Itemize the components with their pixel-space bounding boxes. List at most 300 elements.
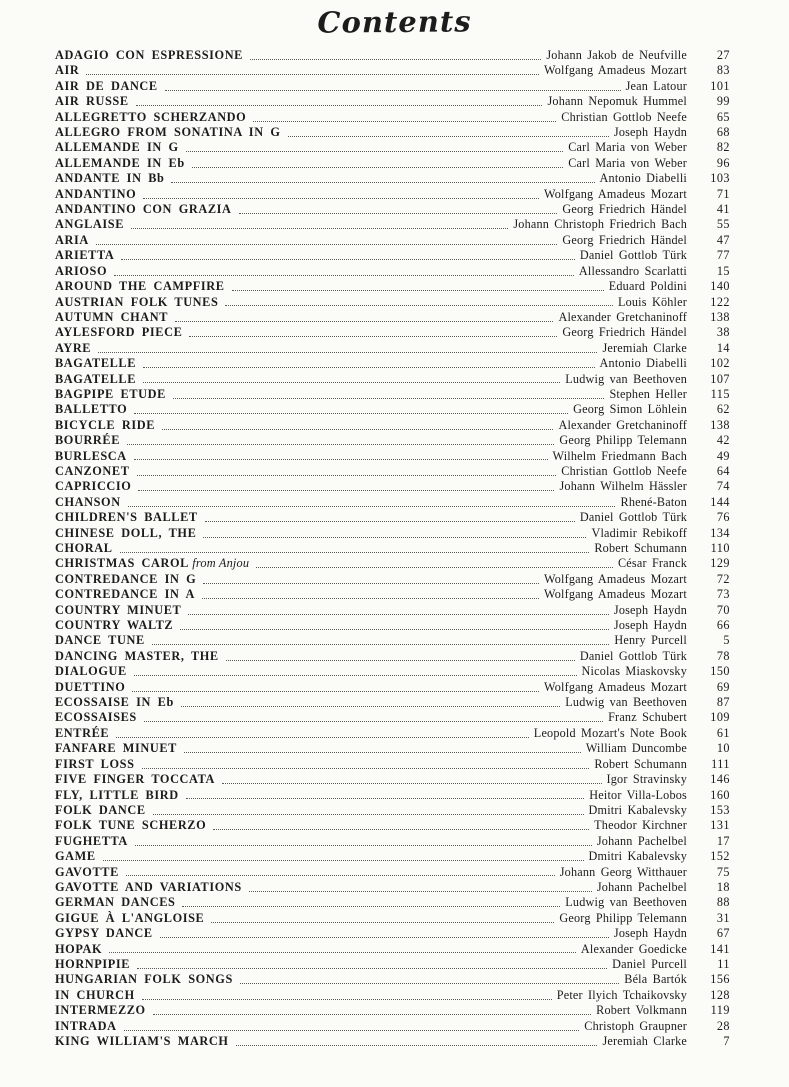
piece-title: AUTUMN CHANT [55,309,169,324]
composer-name: Johann Wilhelm Hässler [559,479,687,494]
toc-row [55,156,730,171]
composer-name: Georg Philipp Telemann [559,433,687,448]
toc-row [55,63,730,78]
piece-title: CONTREDANCE IN A [55,587,195,602]
piece-title: DANCE TUNE [55,633,145,648]
page-number: 49 [716,448,730,463]
composer-name: Wolfgang Amadeus Mozart [544,63,687,78]
page-number: 5 [723,633,730,648]
piece-title: CAPRICCIO [55,479,132,494]
page-number: 14 [716,340,730,355]
toc-row [55,772,730,787]
piece-title: CONTREDANCE IN G [55,571,197,586]
page-number: 72 [716,571,730,586]
toc-row [55,972,730,987]
page-number: 87 [716,695,730,710]
dot-leader [189,336,557,337]
page-number: 99 [716,94,730,109]
toc-row [55,79,730,94]
toc-row [55,865,730,880]
toc-row [55,402,730,417]
toc-row [55,633,730,648]
dot-leader [134,413,568,414]
composer-name: Ludwig van Beethoven [565,695,687,710]
piece-title: BAGATELLE [55,356,137,371]
composer-name: Alexander Goedicke [580,941,687,956]
dot-leader [288,136,609,137]
dot-leader [253,121,556,122]
page-number: 156 [710,972,730,987]
toc-row [55,264,730,279]
page-number: 55 [716,217,730,232]
page-number: 42 [716,433,730,448]
dot-leader [226,660,575,661]
composer-name: Johann Nepomuk Hummel [547,94,687,109]
page-number: 64 [716,463,730,478]
page-number: 102 [710,356,730,371]
toc-row [55,418,730,433]
piece-title: BICYCLE RIDE [55,417,156,432]
piece-title: BALLETTO [55,402,128,417]
page-number: 27 [716,48,730,62]
composer-name: Johann Christoph Friedrich Bach [513,217,687,232]
dot-leader [173,398,605,399]
piece-title: CHILDREN'S BALLET [55,510,198,525]
dot-leader [143,198,539,199]
dot-leader [249,891,592,892]
dot-leader [153,1014,591,1015]
dot-leader [114,275,574,276]
page-number: 17 [716,833,730,848]
page-number: 107 [710,371,730,386]
dot-leader [162,429,553,430]
dot-leader [144,721,603,722]
dot-leader [143,382,560,383]
toc-row [55,48,730,63]
page-number: 150 [710,664,730,679]
toc-row [55,125,730,140]
dot-leader [86,74,539,75]
composer-name: Henry Purcell [614,633,687,648]
piece-title: FUGHETTA [55,833,128,848]
dot-leader [128,506,616,507]
page-number: 18 [716,879,730,894]
composer-name: Antonio Diabelli [599,171,687,186]
composer-name: Daniel Gottlob Türk [579,648,687,663]
piece-title: ALLEGRO FROM SONATINA IN G [55,125,281,140]
composer-name: William Duncombe [585,741,687,756]
toc-row [55,449,730,464]
composer-name: Stephen Heller [609,386,687,401]
dot-leader [142,999,552,1000]
page-number: 7 [723,1034,730,1048]
dot-leader [256,567,613,568]
page-number: 66 [716,618,730,633]
composer-name: Robert Schumann [594,541,687,555]
toc-row [55,556,730,571]
toc-row [55,279,730,294]
page-number: 110 [710,541,730,555]
composer-name: Ludwig van Beethoven [565,371,687,386]
composer-name: Wolfgang Amadeus Mozart [544,571,687,586]
toc-row [55,880,730,895]
composer-name: Theodor Kirchner [594,818,687,833]
dot-leader [213,829,589,830]
dot-leader [120,552,590,553]
page-number: 122 [710,294,730,309]
composer-name: Vladimir Rebikoff [591,525,687,540]
toc-row [55,572,730,587]
composer-name: Christoph Graupner [584,1018,687,1033]
toc-row [55,726,730,741]
composer-name: Heitor Villa-Lobos [589,787,687,802]
composer-name: Béla Bartók [624,972,687,987]
page-number: 115 [710,386,730,401]
toc-row [55,741,730,756]
dot-leader [181,706,560,707]
page-number: 111 [711,756,730,771]
piece-title: FIVE FINGER TOCCATA [55,772,215,787]
composer-name: Joseph Haydn [613,602,687,617]
toc-row [55,849,730,864]
page-number: 103 [710,171,730,186]
composer-name: Joseph Haydn [613,926,687,941]
dot-leader [184,752,581,753]
piece-title: AYRE [55,340,92,355]
toc-row [55,341,730,356]
composer-name: Dmitri Kabalevsky [588,802,687,817]
piece-title: ANDANTE IN Bb [55,171,165,186]
composer-name: Robert Volkmann [596,1003,687,1018]
composer-name: Georg Friedrich Händel [562,202,687,217]
dot-leader [182,906,560,907]
dot-leader [180,629,609,630]
piece-title: HORNPIPIE [55,956,131,971]
toc-row [55,618,730,633]
dot-leader [132,691,539,692]
toc-list [0,48,789,1049]
dot-leader [124,1030,580,1031]
piece-title: INTRADA [55,1018,117,1033]
toc-row [55,911,730,926]
composer-name: Georg Friedrich Händel [562,232,687,247]
dot-leader [135,845,592,846]
page-number: 82 [716,140,730,155]
piece-title: HUNGARIAN FOLK SONGS [55,972,233,987]
composer-name: Robert Schumann [594,756,687,771]
composer-name: Ludwig van Beethoven [565,895,687,910]
page-title: Contents [317,4,472,40]
toc-row [55,1034,730,1049]
page-number: 141 [710,941,730,956]
piece-title: DUETTINO [55,679,126,694]
page-number: 47 [716,232,730,247]
toc-row [55,94,730,109]
toc-row [55,895,730,910]
composer-name: Wolfgang Amadeus Mozart [544,587,687,602]
piece-title: DANCING MASTER, THE [55,648,219,663]
composer-name: Carl Maria von Weber [568,140,687,155]
piece-title: KING WILLIAM'S MARCH [55,1034,229,1048]
dot-leader [136,105,543,106]
piece-title: CHANSON [55,494,121,509]
toc-row [55,356,730,371]
page-number: 41 [716,202,730,217]
composer-name: Alexander Gretchaninoff [558,417,687,432]
piece-title: AIR DE DANCE [55,78,158,93]
page-number: 11 [717,956,730,971]
piece-title: ANGLAISE [55,217,125,232]
composer-name: Rhené-Baton [620,494,687,509]
dot-leader [138,490,554,491]
dot-leader [160,937,609,938]
dot-leader [186,798,585,799]
composer-name: Wolfgang Amadeus Mozart [544,186,687,201]
piece-title: HOPAK [55,941,103,956]
piece-title: GIGUE À L'ANGLOISE [55,910,205,925]
composer-name: Alexander Gretchaninoff [558,309,687,324]
piece-title: GAVOTTE [55,864,119,879]
page-number: 96 [716,155,730,170]
toc-row [55,387,730,402]
toc-row [55,171,730,186]
piece-title: AUSTRIAN FOLK TUNES [55,294,219,309]
piece-title: BAGATELLE [55,371,137,386]
page-number: 70 [716,602,730,617]
toc-row [55,202,730,217]
toc-row [55,803,730,818]
dot-leader [116,737,529,738]
dot-leader [134,675,577,676]
composer-name: Peter Ilyich Tchaikovsky [556,987,687,1002]
page-number: 109 [710,710,730,725]
toc-row [55,942,730,957]
toc-row [55,926,730,941]
dot-leader [250,59,541,60]
composer-name: Wilhelm Friedmann Bach [552,448,687,463]
piece-title: CHRISTMAS CAROL from Anjou [55,556,250,571]
dot-leader [103,860,584,861]
page-number: 10 [716,741,730,756]
dot-leader [121,259,575,260]
piece-title: AROUND THE CAMPFIRE [55,279,225,294]
page-number: 67 [716,926,730,941]
page-number: 73 [716,587,730,602]
piece-title: FLY, LITTLE BIRD [55,787,179,802]
piece-title: ADAGIO CON ESPRESSIONE [55,48,243,62]
toc-row [55,1003,730,1018]
composer-name: Daniel Gottlob Türk [579,248,687,263]
composer-name: Franz Schubert [608,710,687,725]
composer-name: Daniel Gottlob Türk [579,510,687,525]
composer-name: Louis Köhler [617,294,687,309]
toc-row [55,248,730,263]
dot-leader [188,614,609,615]
dot-leader [211,922,554,923]
toc-row [55,664,730,679]
toc-row [55,541,730,556]
piece-title: CHINESE DOLL, THE [55,525,197,540]
dot-leader [203,583,539,584]
page-number: 77 [716,248,730,263]
toc-row [55,510,730,525]
toc-row [55,479,730,494]
toc-row [55,649,730,664]
toc-row [55,710,730,725]
piece-title: ECOSSAISE IN Eb [55,695,174,710]
piece-title: GAVOTTE AND VARIATIONS [55,879,242,894]
piece-title: CHORAL [55,541,113,555]
piece-title: ARIOSO [55,263,108,278]
page-number: 131 [710,818,730,833]
page-number: 76 [716,510,730,525]
page-number: 144 [710,494,730,509]
toc-row [55,788,730,803]
toc-row [55,587,730,602]
piece-title: GAME [55,849,96,864]
page-number: 129 [710,556,730,571]
toc-row [55,372,730,387]
page-number: 138 [710,417,730,432]
page-number: 38 [716,325,730,340]
page-number: 75 [716,864,730,879]
toc-row [55,325,730,340]
toc-row [55,310,730,325]
piece-title: ALLEMANDE IN Eb [55,155,185,170]
composer-name: Allessandro Scarlatti [578,263,687,278]
page-number: 140 [710,279,730,294]
toc-row [55,464,730,479]
composer-name: Georg Friedrich Händel [562,325,687,340]
toc-row [55,140,730,155]
page-number: 138 [710,309,730,324]
toc-row [55,295,730,310]
piece-title: ARIETTA [55,248,115,263]
composer-name: Eduard Poldini [608,279,687,294]
piece-title: BAGPIPE ETUDE [55,386,166,401]
page-number: 15 [716,263,730,278]
page-number: 71 [716,186,730,201]
page-number: 68 [716,125,730,140]
dot-leader [186,151,563,152]
composer-name: Johann Jakob de Neufville [546,48,687,62]
dot-leader [175,321,553,322]
piece-title: COUNTRY WALTZ [55,618,174,633]
dot-leader [109,952,576,953]
piece-title: BOURRÉE [55,433,121,448]
composer-name: Igor Stravinsky [606,772,687,787]
page-number: 101 [710,78,730,93]
composer-name: Christian Gottlob Neefe [561,109,687,124]
dot-leader [222,783,602,784]
page-number: 74 [716,479,730,494]
piece-title: COUNTRY MINUET [55,602,182,617]
dot-leader [96,244,558,245]
composer-name: Christian Gottlob Neefe [561,463,687,478]
dot-leader [240,983,619,984]
composer-name: Daniel Purcell [612,956,687,971]
composer-name: Nicolas Miaskovsky [581,664,687,679]
piece-title: INTERMEZZO [55,1003,146,1018]
toc-row [55,957,730,972]
toc-row [55,834,730,849]
dot-leader [134,459,548,460]
dot-leader [171,182,594,183]
toc-row [55,1019,730,1034]
dot-leader [205,521,575,522]
dot-leader [232,290,604,291]
toc-row [55,495,730,510]
toc-row [55,433,730,448]
composer-name: Joseph Haydn [613,125,687,140]
piece-title: IN CHURCH [55,987,135,1002]
page-number: 119 [710,1003,730,1018]
dot-leader [225,305,613,306]
toc-row [55,526,730,541]
toc-row [55,110,730,125]
toc-row [55,233,730,248]
page-number: 78 [716,648,730,663]
piece-title: ARIA [55,232,89,247]
composer-name: Johann Pachelbel [596,879,687,894]
page-number: 69 [716,679,730,694]
dot-leader [239,213,558,214]
composer-name: César Franck [617,556,687,571]
toc-row [55,680,730,695]
piece-title: ANDANTINO [55,186,137,201]
composer-name: Georg Simon Löhlein [573,402,687,417]
piece-title: ANDANTINO CON GRAZIA [55,202,232,217]
page-number: 65 [716,109,730,124]
composer-name: Antonio Diabelli [599,356,687,371]
dot-leader [203,537,586,538]
piece-title: DIALOGUE [55,664,127,679]
page-number: 152 [710,849,730,864]
toc-row [55,695,730,710]
page-number: 128 [710,987,730,1002]
composer-name: Dmitri Kabalevsky [588,849,687,864]
dot-leader [143,367,595,368]
piece-title: GERMAN DANCES [55,895,176,910]
dot-leader [153,814,584,815]
toc-row [55,818,730,833]
toc-row [55,757,730,772]
dot-leader [131,228,508,229]
dot-leader [126,875,555,876]
piece-title: ENTRÉE [55,725,110,740]
toc-row [55,217,730,232]
piece-title: FANFARE MINUET [55,741,177,756]
piece-title: ALLEMANDE IN G [55,140,179,155]
dot-leader [142,768,590,769]
dot-leader [202,598,539,599]
page-number: 61 [716,725,730,740]
composer-name: Jeremiah Clarke [602,1034,687,1048]
page-number: 31 [716,910,730,925]
composer-name: Jeremiah Clarke [602,340,687,355]
dot-leader [137,968,607,969]
piece-title: ALLEGRETTO SCHERZANDO [55,109,247,124]
page-number: 160 [710,787,730,802]
composer-name: Carl Maria von Weber [568,155,687,170]
composer-name: Georg Philipp Telemann [559,910,687,925]
dot-leader [165,90,621,91]
piece-title: CANZONET [55,463,130,478]
toc-row [55,988,730,1003]
composer-name: Wolfgang Amadeus Mozart [544,679,687,694]
dot-leader [152,644,610,645]
dot-leader [192,167,563,168]
